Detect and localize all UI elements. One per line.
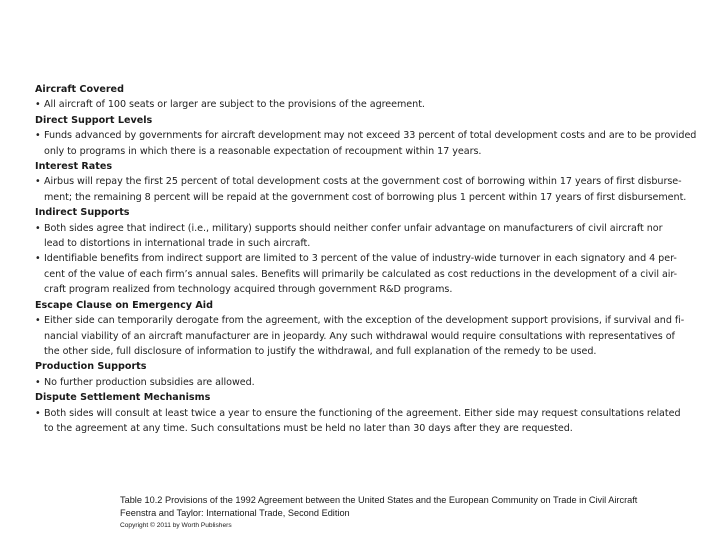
- bullet-text-line: to the agreement at any time. Such consultations must be held no later than 30 days after they are requested.: [44, 422, 573, 434]
- bullet-text-line: the other side, full disclosure of information to justify the withdrawal, and full explanation of the remedy to be used.: [44, 345, 597, 357]
- section-heading: Interest Rates: [35, 161, 113, 173]
- bullet-text-line: only to programs in which there is a reasonable expectation of recoupment within 17 years.: [44, 145, 482, 157]
- bullet-text-line: Identifiable benefits from indirect support are limited to 3 percent of the value of industry-wide turnover in each signatory and 4 per-: [44, 253, 677, 265]
- bullet-text-line: ment; the remaining 8 percent will be repaid at the government cost of borrowing plus 1 percent within 17 years of first disbursement.: [44, 191, 687, 203]
- bullet-text-line: Airbus will repay the first 25 percent of total development costs at the government cost of borrowing within 17 years of first disburse-: [44, 176, 682, 188]
- bullet-text-line: cent of the value of each firm’s annual sales. Benefits will primarily be calculated as cost reductions in the development of a civil air-: [44, 268, 678, 280]
- bullet-icon: •: [35, 99, 41, 111]
- bullet-text-line: nancial viability of an aircraft manufacturer are in jeopardy. Any such withdrawal would require consultations with representatives of: [44, 330, 675, 342]
- table-caption: Table 10.2 Provisions of the 1992 Agreement between the United States and the European Community on Trade in Civil Aircraft: [120, 495, 638, 505]
- bullet-icon: •: [35, 222, 41, 234]
- bullet-icon: •: [35, 176, 41, 188]
- section-heading: Escape Clause on Emergency Aid: [35, 299, 213, 311]
- bullet-item: [35, 221, 690, 252]
- bullet-item: [35, 251, 690, 297]
- section-heading: Aircraft Covered: [35, 84, 124, 95]
- slide-caption: [120, 494, 637, 531]
- bullet-text-line: Both sides will consult at least twice a year to ensure the functioning of the agreement. Either side may request consultations related: [44, 407, 681, 419]
- section-heading: Direct Support Levels: [35, 114, 153, 126]
- bullet-item: [35, 97, 690, 112]
- section-heading: Dispute Settlement Mechanisms: [35, 392, 211, 404]
- bullet-icon: •: [35, 376, 41, 388]
- bullet-text-line: craft program realized from technology acquired through government R&D programs.: [44, 284, 453, 296]
- bullet-text-line: Both sides agree that indirect (i.e., military) supports should neither confer unfair advantage on manufacturers of civil aircraft nor: [44, 222, 663, 234]
- bullet-item: [35, 313, 690, 359]
- bullet-text-line: All aircraft of 100 seats or larger are subject to the provisions of the agreement.: [44, 99, 425, 111]
- bullet-icon: •: [35, 315, 41, 327]
- bullet-icon: •: [35, 253, 41, 265]
- bullet-item: [35, 375, 690, 390]
- bullet-item: [35, 406, 690, 437]
- copyright-notice: Copyright © 2011 by Worth Publishers: [120, 522, 232, 529]
- bullet-icon: •: [35, 130, 41, 142]
- book-source: Feenstra and Taylor: International Trade, Second Edition: [120, 508, 350, 518]
- bullet-text-line: lead to distortions in international trade in such aircraft.: [44, 238, 311, 250]
- bullet-text-line: Funds advanced by governments for aircraft development may not exceed 33 percent of total development costs and are to be provided: [44, 130, 697, 142]
- section-heading: Production Supports: [35, 361, 147, 373]
- bullet-icon: •: [35, 407, 41, 419]
- bullet-text-line: No further production subsidies are allowed.: [44, 376, 255, 388]
- section-heading: Indirect Supports: [35, 207, 130, 219]
- bullet-text-line: Either side can temporarily derogate from the agreement, with the exception of the development support provisions, if survival and fi-: [44, 315, 685, 327]
- bullet-item: [35, 174, 690, 205]
- provisions-table: [35, 82, 697, 436]
- bullet-item: [35, 128, 697, 159]
